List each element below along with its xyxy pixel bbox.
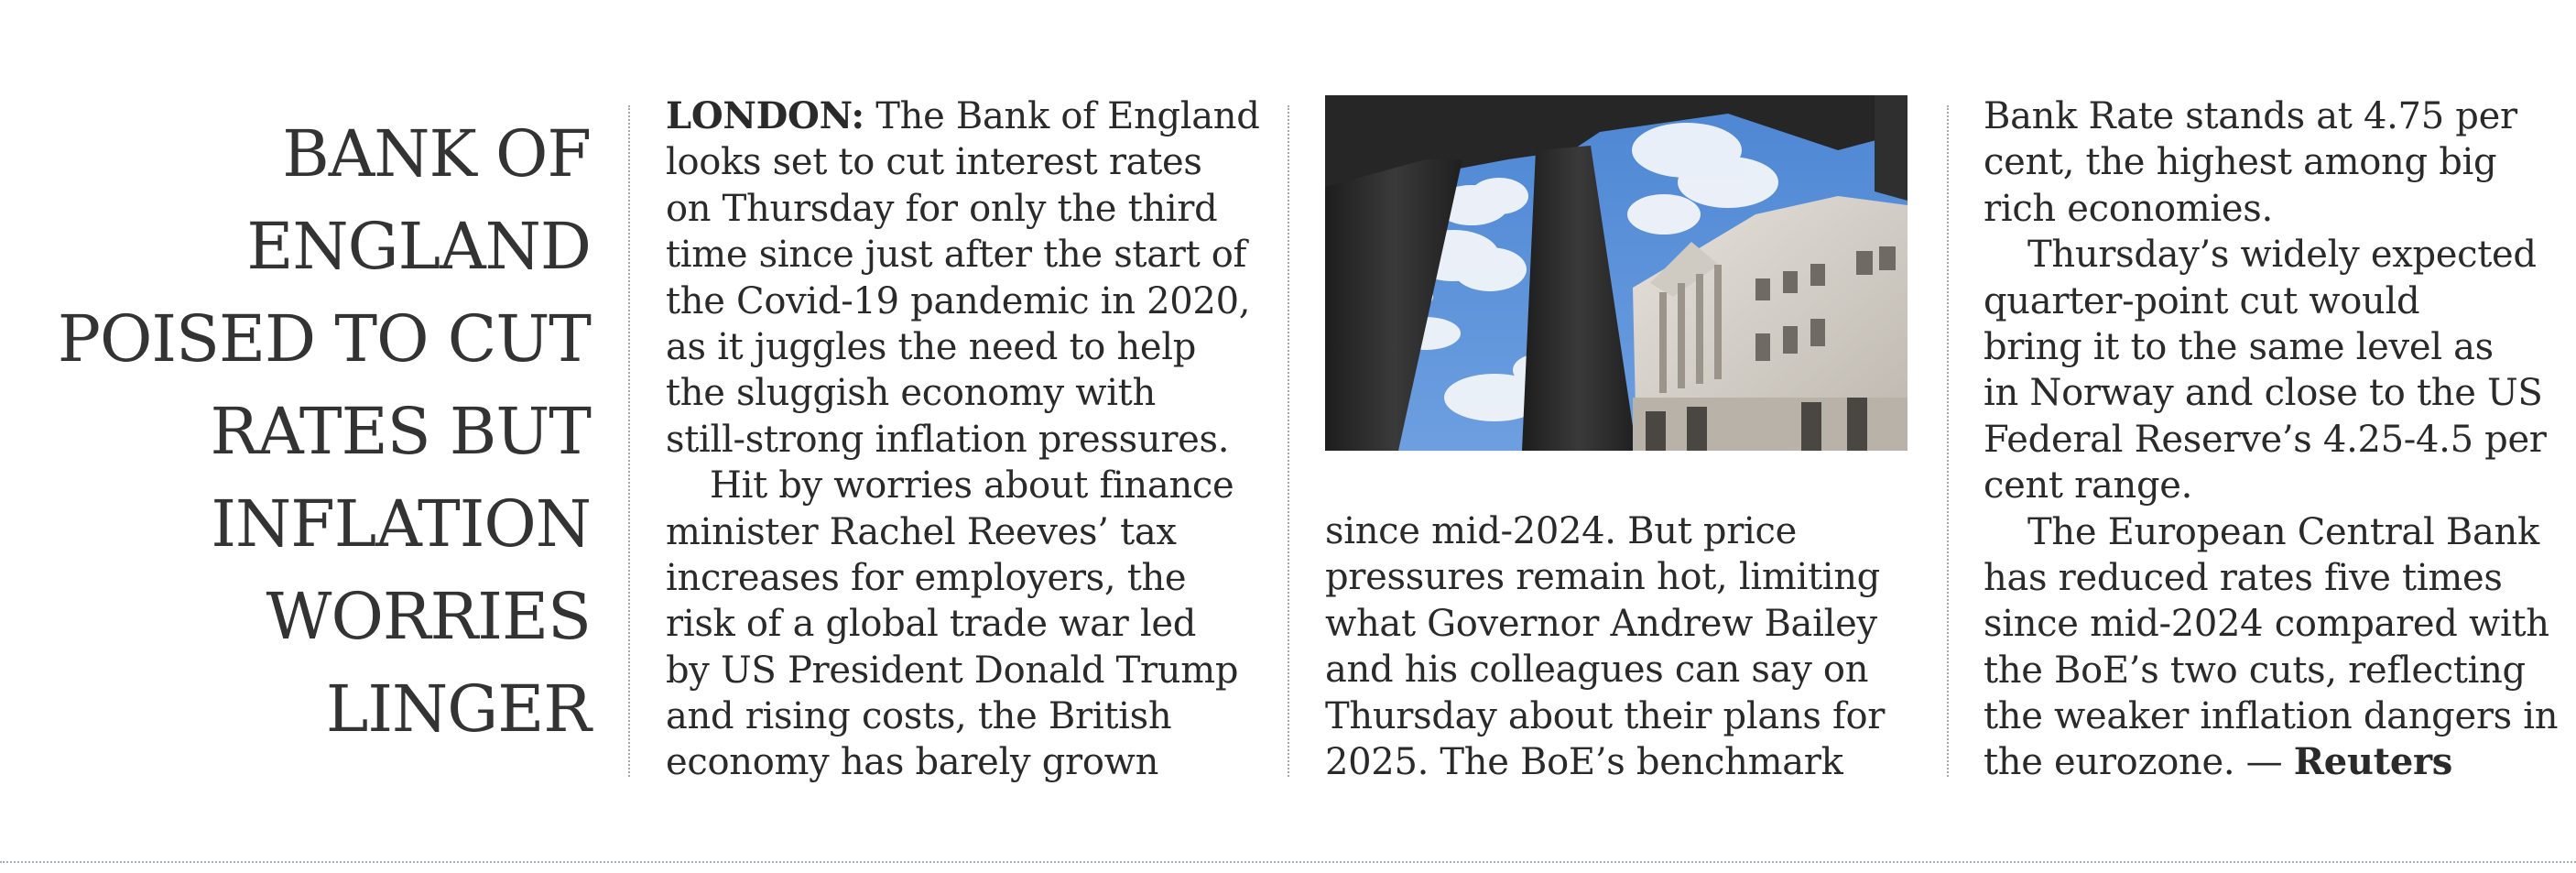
bottom-divider: [0, 861, 2576, 863]
text-line: cent range.: [1984, 464, 2193, 507]
text-line: the sluggish economy with: [666, 372, 1156, 415]
text-line: [666, 93, 1261, 139]
text-line: risk of a global trade war led: [666, 603, 1197, 646]
headline-line: ENGLAND: [246, 209, 591, 284]
text-line: the Covid-19 pandemic in 2020,: [666, 279, 1251, 322]
column-divider: [1947, 105, 1949, 777]
article-column-1: [666, 93, 1261, 786]
article-column-3: [1984, 93, 2570, 786]
text-line: rich economies.: [1984, 187, 2273, 230]
text-line: bring it to the same level as: [1984, 325, 2494, 368]
text-line: Hit by worries about finance: [710, 464, 1234, 507]
text-line: increases for employers, the: [666, 556, 1187, 599]
text-line: on Thursday for only the third: [666, 187, 1218, 230]
text-line: as it juggles the need to help: [666, 325, 1197, 368]
column-divider: [628, 105, 630, 777]
text-line: quarter-point cut would: [1984, 279, 2420, 322]
bank-of-england-building-photo: [1325, 95, 1908, 451]
text-line: the weaker inflation dangers in: [1984, 695, 2559, 738]
headline-line: LINGER: [325, 671, 591, 747]
text-line: Bank Rate stands at 4.75 per: [1984, 95, 2517, 137]
text-line: by US President Donald Trump: [666, 649, 1239, 692]
text-line: cent, the highest among big: [1984, 141, 2497, 184]
text-line: [1984, 739, 2570, 785]
headline-line: POISED TO CUT: [57, 301, 591, 376]
text-line: since mid-2024 compared with: [1984, 603, 2549, 646]
text-line: looks set to cut interest rates: [666, 141, 1202, 184]
text-line: has reduced rates five times: [1984, 556, 2503, 599]
text-line: what Governor Andrew Bailey: [1325, 602, 1877, 645]
article-column-2: [1325, 508, 1920, 785]
text-line: minister Rachel Reeves’ tax: [666, 510, 1177, 553]
headline-line: BANK OF: [282, 116, 591, 191]
text-line: Federal Reserve’s 4.25-4.5 per: [1984, 418, 2547, 461]
text-line: and rising costs, the British: [666, 695, 1172, 738]
text-line: economy has barely grown: [666, 741, 1159, 784]
text-line: since mid-2024. But price: [1325, 510, 1797, 552]
text-line: and his colleagues can say on: [1325, 649, 1869, 692]
text-line: Thursday about their plans for: [1325, 694, 1886, 737]
text-line: 2025. The BoE’s benchmark: [1325, 740, 1843, 783]
headline-line: WORRIES: [266, 579, 591, 654]
text-line: time since just after the start of: [666, 234, 1247, 277]
byline: Reuters: [2293, 740, 2452, 784]
text-line: Thursday’s widely expected: [2027, 234, 2537, 277]
column-divider: [1288, 105, 1289, 777]
text-line: still-strong inflation pressures.: [666, 418, 1230, 461]
text-line: in Norway and close to the US: [1984, 372, 2543, 415]
text-fragment: the eurozone. —: [1984, 741, 2294, 784]
headline: [18, 108, 591, 756]
dateline: LONDON:: [666, 94, 864, 137]
text-fragment: The Bank of England: [864, 95, 1260, 137]
headline-line: RATES BUT: [210, 394, 591, 469]
text-line: The European Central Bank: [2027, 510, 2539, 553]
text-line: the BoE’s two cuts, reflecting: [1984, 649, 2526, 692]
text-line: pressures remain hot, limiting: [1325, 556, 1880, 599]
headline-line: INFLATION: [211, 486, 591, 562]
